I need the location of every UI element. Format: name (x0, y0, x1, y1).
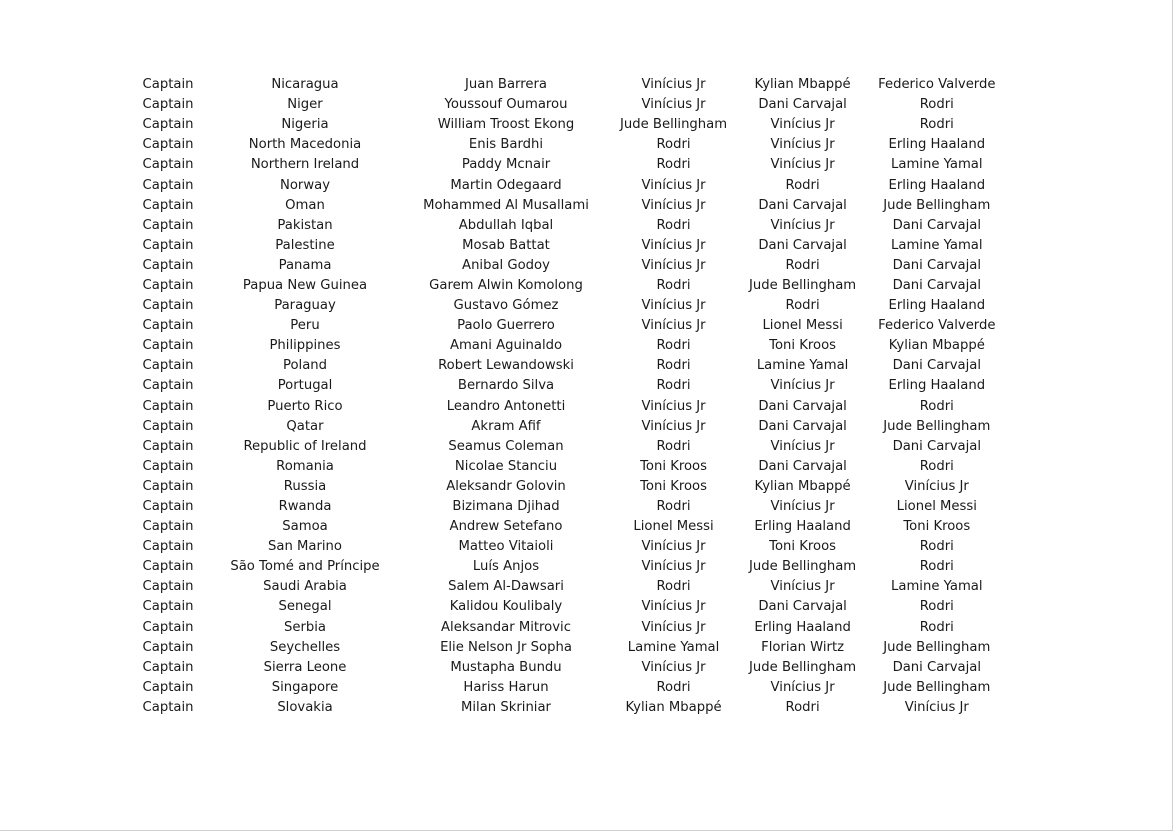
role-cell: Captain (142, 237, 194, 253)
second-choice-cell: Vinícius Jr (770, 579, 835, 595)
country-cell: São Tomé and Príncipe (230, 559, 380, 575)
voter-name-cell: Elie Nelson Jr Sopha (440, 639, 572, 655)
third-choice-cell: Jude Bellingham (883, 418, 991, 434)
role-cell: Captain (142, 257, 194, 273)
third-choice-cell: Lamine Yamal (891, 237, 983, 253)
voter-name-cell: Mosab Battat (462, 237, 550, 253)
table-row (118, 376, 996, 396)
country-cell: Philippines (269, 338, 341, 354)
role-cell: Captain (142, 137, 194, 153)
second-choice-cell: Vinícius Jr (770, 157, 835, 173)
country-cell: Sierra Leone (263, 659, 347, 675)
first-choice-cell: Vinícius Jr (641, 97, 706, 113)
third-choice-cell: Lamine Yamal (891, 579, 983, 595)
table-row (118, 537, 996, 557)
voter-name-cell: Aleksandar Mitrovic (441, 619, 571, 635)
third-choice-cell: Erling Haaland (888, 177, 986, 193)
first-choice-cell: Vinícius Jr (641, 659, 706, 675)
first-choice-cell: Kylian Mbappé (625, 699, 722, 715)
first-choice-cell: Rodri (656, 378, 691, 394)
second-choice-cell: Jude Bellingham (749, 277, 857, 293)
second-choice-cell: Erling Haaland (754, 619, 851, 635)
role-cell: Captain (142, 539, 194, 555)
country-cell: Norway (279, 177, 331, 193)
first-choice-cell: Vinícius Jr (641, 77, 706, 93)
country-cell: Nicaragua (271, 77, 339, 93)
country-cell: Qatar (286, 418, 324, 434)
third-choice-cell: Federico Valverde (878, 318, 996, 334)
voter-name-cell: Martin Odegaard (450, 177, 562, 193)
role-cell: Captain (142, 157, 194, 173)
second-choice-cell: Rodri (785, 298, 820, 314)
third-choice-cell: Rodri (919, 97, 954, 113)
country-cell: Poland (282, 358, 328, 374)
third-choice-cell: Rodri (919, 458, 954, 474)
voter-name-cell: Mohammed Al Musallami (423, 197, 589, 213)
role-cell: Captain (142, 358, 194, 374)
role-cell: Captain (142, 298, 194, 314)
third-choice-cell: Jude Bellingham (883, 639, 991, 655)
third-choice-cell: Dani Carvajal (892, 277, 982, 293)
role-cell: Captain (142, 117, 194, 133)
country-cell: Niger (287, 97, 323, 113)
country-cell: Peru (290, 318, 320, 334)
country-cell: Singapore (271, 679, 339, 695)
voter-name-cell: Luís Anjos (472, 559, 540, 575)
first-choice-cell: Rodri (656, 679, 691, 695)
table-row (118, 577, 996, 597)
first-choice-cell: Toni Kroos (640, 478, 707, 494)
country-cell: Papua New Guinea (242, 277, 368, 293)
table-row (118, 477, 996, 497)
third-choice-cell: Rodri (919, 398, 954, 414)
voter-name-cell: Amani Aguinaldo (449, 338, 563, 354)
second-choice-cell: Erling Haaland (754, 519, 851, 535)
role-cell: Captain (142, 378, 194, 394)
role-cell: Captain (142, 499, 194, 515)
table-row (118, 597, 996, 617)
first-choice-cell: Vinícius Jr (641, 599, 706, 615)
second-choice-cell: Dani Carvajal (758, 398, 847, 414)
role-cell: Captain (142, 438, 194, 454)
third-choice-cell: Rodri (919, 117, 954, 133)
country-cell: Paraguay (274, 298, 336, 314)
voter-name-cell: Gustavo Gómez (453, 298, 559, 314)
second-choice-cell: Florian Wirtz (761, 639, 845, 655)
voter-name-cell: Matteo Vitaioli (458, 539, 554, 555)
country-cell: Panama (278, 257, 332, 273)
first-choice-cell: Rodri (656, 579, 691, 595)
table-row (118, 75, 996, 95)
first-choice-cell: Rodri (656, 217, 691, 233)
third-choice-cell: Erling Haaland (888, 137, 986, 153)
second-choice-cell: Vinícius Jr (770, 137, 835, 153)
first-choice-cell: Vinícius Jr (641, 559, 706, 575)
role-cell: Captain (142, 318, 194, 334)
voter-name-cell: Leandro Antonetti (446, 398, 566, 414)
country-cell: Romania (276, 458, 334, 474)
role-cell: Captain (142, 699, 194, 715)
table-row (118, 638, 996, 658)
second-choice-cell: Dani Carvajal (758, 97, 847, 113)
role-cell: Captain (142, 478, 194, 494)
first-choice-cell: Rodri (656, 338, 691, 354)
country-cell: Rwanda (278, 499, 332, 515)
second-choice-cell: Lionel Messi (762, 318, 843, 334)
role-cell: Captain (142, 197, 194, 213)
table-row (118, 437, 996, 457)
table-row (118, 196, 996, 216)
second-choice-cell: Vinícius Jr (770, 679, 835, 695)
voter-name-cell: Akram Afif (471, 418, 541, 434)
country-cell: Portugal (277, 378, 333, 394)
voter-name-cell: Mustapha Bundu (450, 659, 562, 675)
first-choice-cell: Toni Kroos (640, 458, 707, 474)
voter-name-cell: Abdullah Iqbal (458, 217, 554, 233)
first-choice-cell: Lionel Messi (633, 519, 714, 535)
country-cell: San Marino (268, 539, 342, 555)
third-choice-cell: Jude Bellingham (883, 679, 991, 695)
voter-name-cell: Bernardo Silva (457, 378, 555, 394)
table-row (118, 135, 996, 155)
country-cell: Nigeria (281, 117, 329, 133)
first-choice-cell: Vinícius Jr (641, 398, 706, 414)
third-choice-cell: Dani Carvajal (892, 257, 982, 273)
country-cell: Russia (283, 478, 327, 494)
role-cell: Captain (142, 398, 194, 414)
first-choice-cell: Rodri (656, 277, 691, 293)
second-choice-cell: Rodri (785, 699, 820, 715)
first-choice-cell: Rodri (656, 358, 691, 374)
first-choice-cell: Rodri (656, 438, 691, 454)
second-choice-cell: Lamine Yamal (756, 358, 849, 374)
table-row (118, 557, 996, 577)
voter-name-cell: Garem Alwin Komolong (429, 277, 583, 293)
voter-name-cell: Seamus Coleman (448, 438, 564, 454)
votes-table (118, 75, 996, 718)
voter-name-cell: Anibal Godoy (462, 257, 550, 273)
votes-table-body (118, 75, 996, 718)
second-choice-cell: Rodri (785, 177, 820, 193)
second-choice-cell: Vinícius Jr (770, 117, 835, 133)
second-choice-cell: Dani Carvajal (758, 458, 847, 474)
table-row (118, 356, 996, 376)
table-row (118, 678, 996, 698)
third-choice-cell: Lionel Messi (896, 499, 977, 515)
voter-name-cell: Nicolae Stanciu (454, 458, 558, 474)
voter-name-cell: Aleksandr Golovin (446, 478, 566, 494)
first-choice-cell: Rodri (656, 499, 691, 515)
first-choice-cell: Vinícius Jr (641, 418, 706, 434)
table-row (118, 517, 996, 537)
table-row (118, 618, 996, 638)
voter-name-cell: Salem Al-Dawsari (448, 579, 564, 595)
third-choice-cell: Lamine Yamal (891, 157, 983, 173)
role-cell: Captain (142, 97, 194, 113)
second-choice-cell: Kylian Mbappé (754, 77, 851, 93)
country-cell: Saudi Arabia (263, 579, 347, 595)
voter-name-cell: Hariss Harun (463, 679, 549, 695)
country-cell: Oman (285, 197, 325, 213)
table-row (118, 276, 996, 296)
role-cell: Captain (142, 77, 194, 93)
second-choice-cell: Vinícius Jr (770, 438, 835, 454)
second-choice-cell: Vinícius Jr (770, 378, 835, 394)
voter-name-cell: Paolo Guerrero (457, 318, 555, 334)
table-row (118, 115, 996, 135)
third-choice-cell: Federico Valverde (878, 77, 996, 93)
first-choice-cell: Vinícius Jr (641, 539, 706, 555)
second-choice-cell: Rodri (785, 257, 820, 273)
table-row (118, 698, 996, 718)
third-choice-cell: Rodri (919, 599, 954, 615)
voter-name-cell: Enis Bardhi (468, 137, 544, 153)
country-cell: Serbia (283, 619, 327, 635)
table-row (118, 417, 996, 437)
second-choice-cell: Jude Bellingham (749, 659, 857, 675)
voter-name-cell: Robert Lewandowski (438, 358, 574, 374)
voter-name-cell: Andrew Setefano (449, 519, 563, 535)
first-choice-cell: Vinícius Jr (641, 318, 706, 334)
third-choice-cell: Jude Bellingham (883, 197, 991, 213)
first-choice-cell: Vinícius Jr (641, 197, 706, 213)
voter-name-cell: Youssouf Oumarou (444, 97, 568, 113)
second-choice-cell: Dani Carvajal (758, 197, 847, 213)
table-row (118, 397, 996, 417)
second-choice-cell: Jude Bellingham (749, 559, 857, 575)
table-row (118, 336, 996, 356)
first-choice-cell: Rodri (656, 157, 691, 173)
country-cell: Samoa (282, 519, 328, 535)
table-row (118, 236, 996, 256)
role-cell: Captain (142, 519, 194, 535)
role-cell: Captain (142, 338, 194, 354)
first-choice-cell: Rodri (656, 137, 691, 153)
third-choice-cell: Kylian Mbappé (888, 338, 985, 354)
second-choice-cell: Toni Kroos (769, 539, 837, 555)
first-choice-cell: Jude Bellingham (620, 117, 728, 133)
second-choice-cell: Vinícius Jr (770, 217, 835, 233)
table-row (118, 316, 996, 336)
first-choice-cell: Vinícius Jr (641, 237, 706, 253)
voter-name-cell: William Troost Ekong (437, 117, 575, 133)
country-cell: Pakistan (277, 217, 333, 233)
role-cell: Captain (142, 679, 194, 695)
country-cell: Republic of Ireland (243, 438, 367, 454)
country-cell: Senegal (278, 599, 332, 615)
second-choice-cell: Dani Carvajal (758, 599, 847, 615)
table-row (118, 658, 996, 678)
third-choice-cell: Dani Carvajal (892, 358, 982, 374)
first-choice-cell: Vinícius Jr (641, 298, 706, 314)
first-choice-cell: Vinícius Jr (641, 257, 706, 273)
first-choice-cell: Vinícius Jr (641, 619, 706, 635)
third-choice-cell: Dani Carvajal (892, 659, 982, 675)
second-choice-cell: Dani Carvajal (758, 418, 847, 434)
table-row (118, 95, 996, 115)
country-cell: Puerto Rico (267, 398, 343, 414)
role-cell: Captain (142, 599, 194, 615)
country-cell: Palestine (275, 237, 335, 253)
first-choice-cell: Lamine Yamal (627, 639, 720, 655)
role-cell: Captain (142, 659, 194, 675)
table-row (118, 256, 996, 276)
country-cell: Seychelles (269, 639, 341, 655)
role-cell: Captain (142, 277, 194, 293)
voter-name-cell: Milan Skriniar (461, 699, 551, 715)
table-row (118, 155, 996, 175)
role-cell: Captain (142, 217, 194, 233)
country-cell: North Macedonia (248, 137, 362, 153)
role-cell: Captain (142, 177, 194, 193)
second-choice-cell: Vinícius Jr (770, 499, 835, 515)
third-choice-cell: Rodri (919, 619, 954, 635)
third-choice-cell: Dani Carvajal (892, 438, 982, 454)
role-cell: Captain (142, 458, 194, 474)
role-cell: Captain (142, 619, 194, 635)
third-choice-cell: Toni Kroos (903, 519, 971, 535)
third-choice-cell: Erling Haaland (888, 298, 986, 314)
second-choice-cell: Kylian Mbappé (754, 478, 851, 494)
third-choice-cell: Vinícius Jr (904, 699, 969, 715)
third-choice-cell: Rodri (919, 539, 954, 555)
voter-name-cell: Kalidou Koulibaly (449, 599, 563, 615)
second-choice-cell: Dani Carvajal (758, 237, 847, 253)
table-row (118, 497, 996, 517)
table-row (118, 457, 996, 477)
second-choice-cell: Toni Kroos (769, 338, 837, 354)
role-cell: Captain (142, 418, 194, 434)
table-row (118, 175, 996, 195)
country-cell: Northern Ireland (250, 157, 360, 173)
third-choice-cell: Erling Haaland (888, 378, 986, 394)
table-row (118, 216, 996, 236)
role-cell: Captain (142, 559, 194, 575)
first-choice-cell: Vinícius Jr (641, 177, 706, 193)
third-choice-cell: Rodri (919, 559, 954, 575)
third-choice-cell: Dani Carvajal (892, 217, 982, 233)
voter-name-cell: Paddy Mcnair (461, 157, 551, 173)
third-choice-cell: Vinícius Jr (904, 478, 969, 494)
role-cell: Captain (142, 579, 194, 595)
country-cell: Slovakia (277, 699, 333, 715)
role-cell: Captain (142, 639, 194, 655)
voter-name-cell: Bizimana Djihad (452, 499, 560, 515)
table-row (118, 296, 996, 316)
voter-name-cell: Juan Barrera (465, 77, 547, 93)
